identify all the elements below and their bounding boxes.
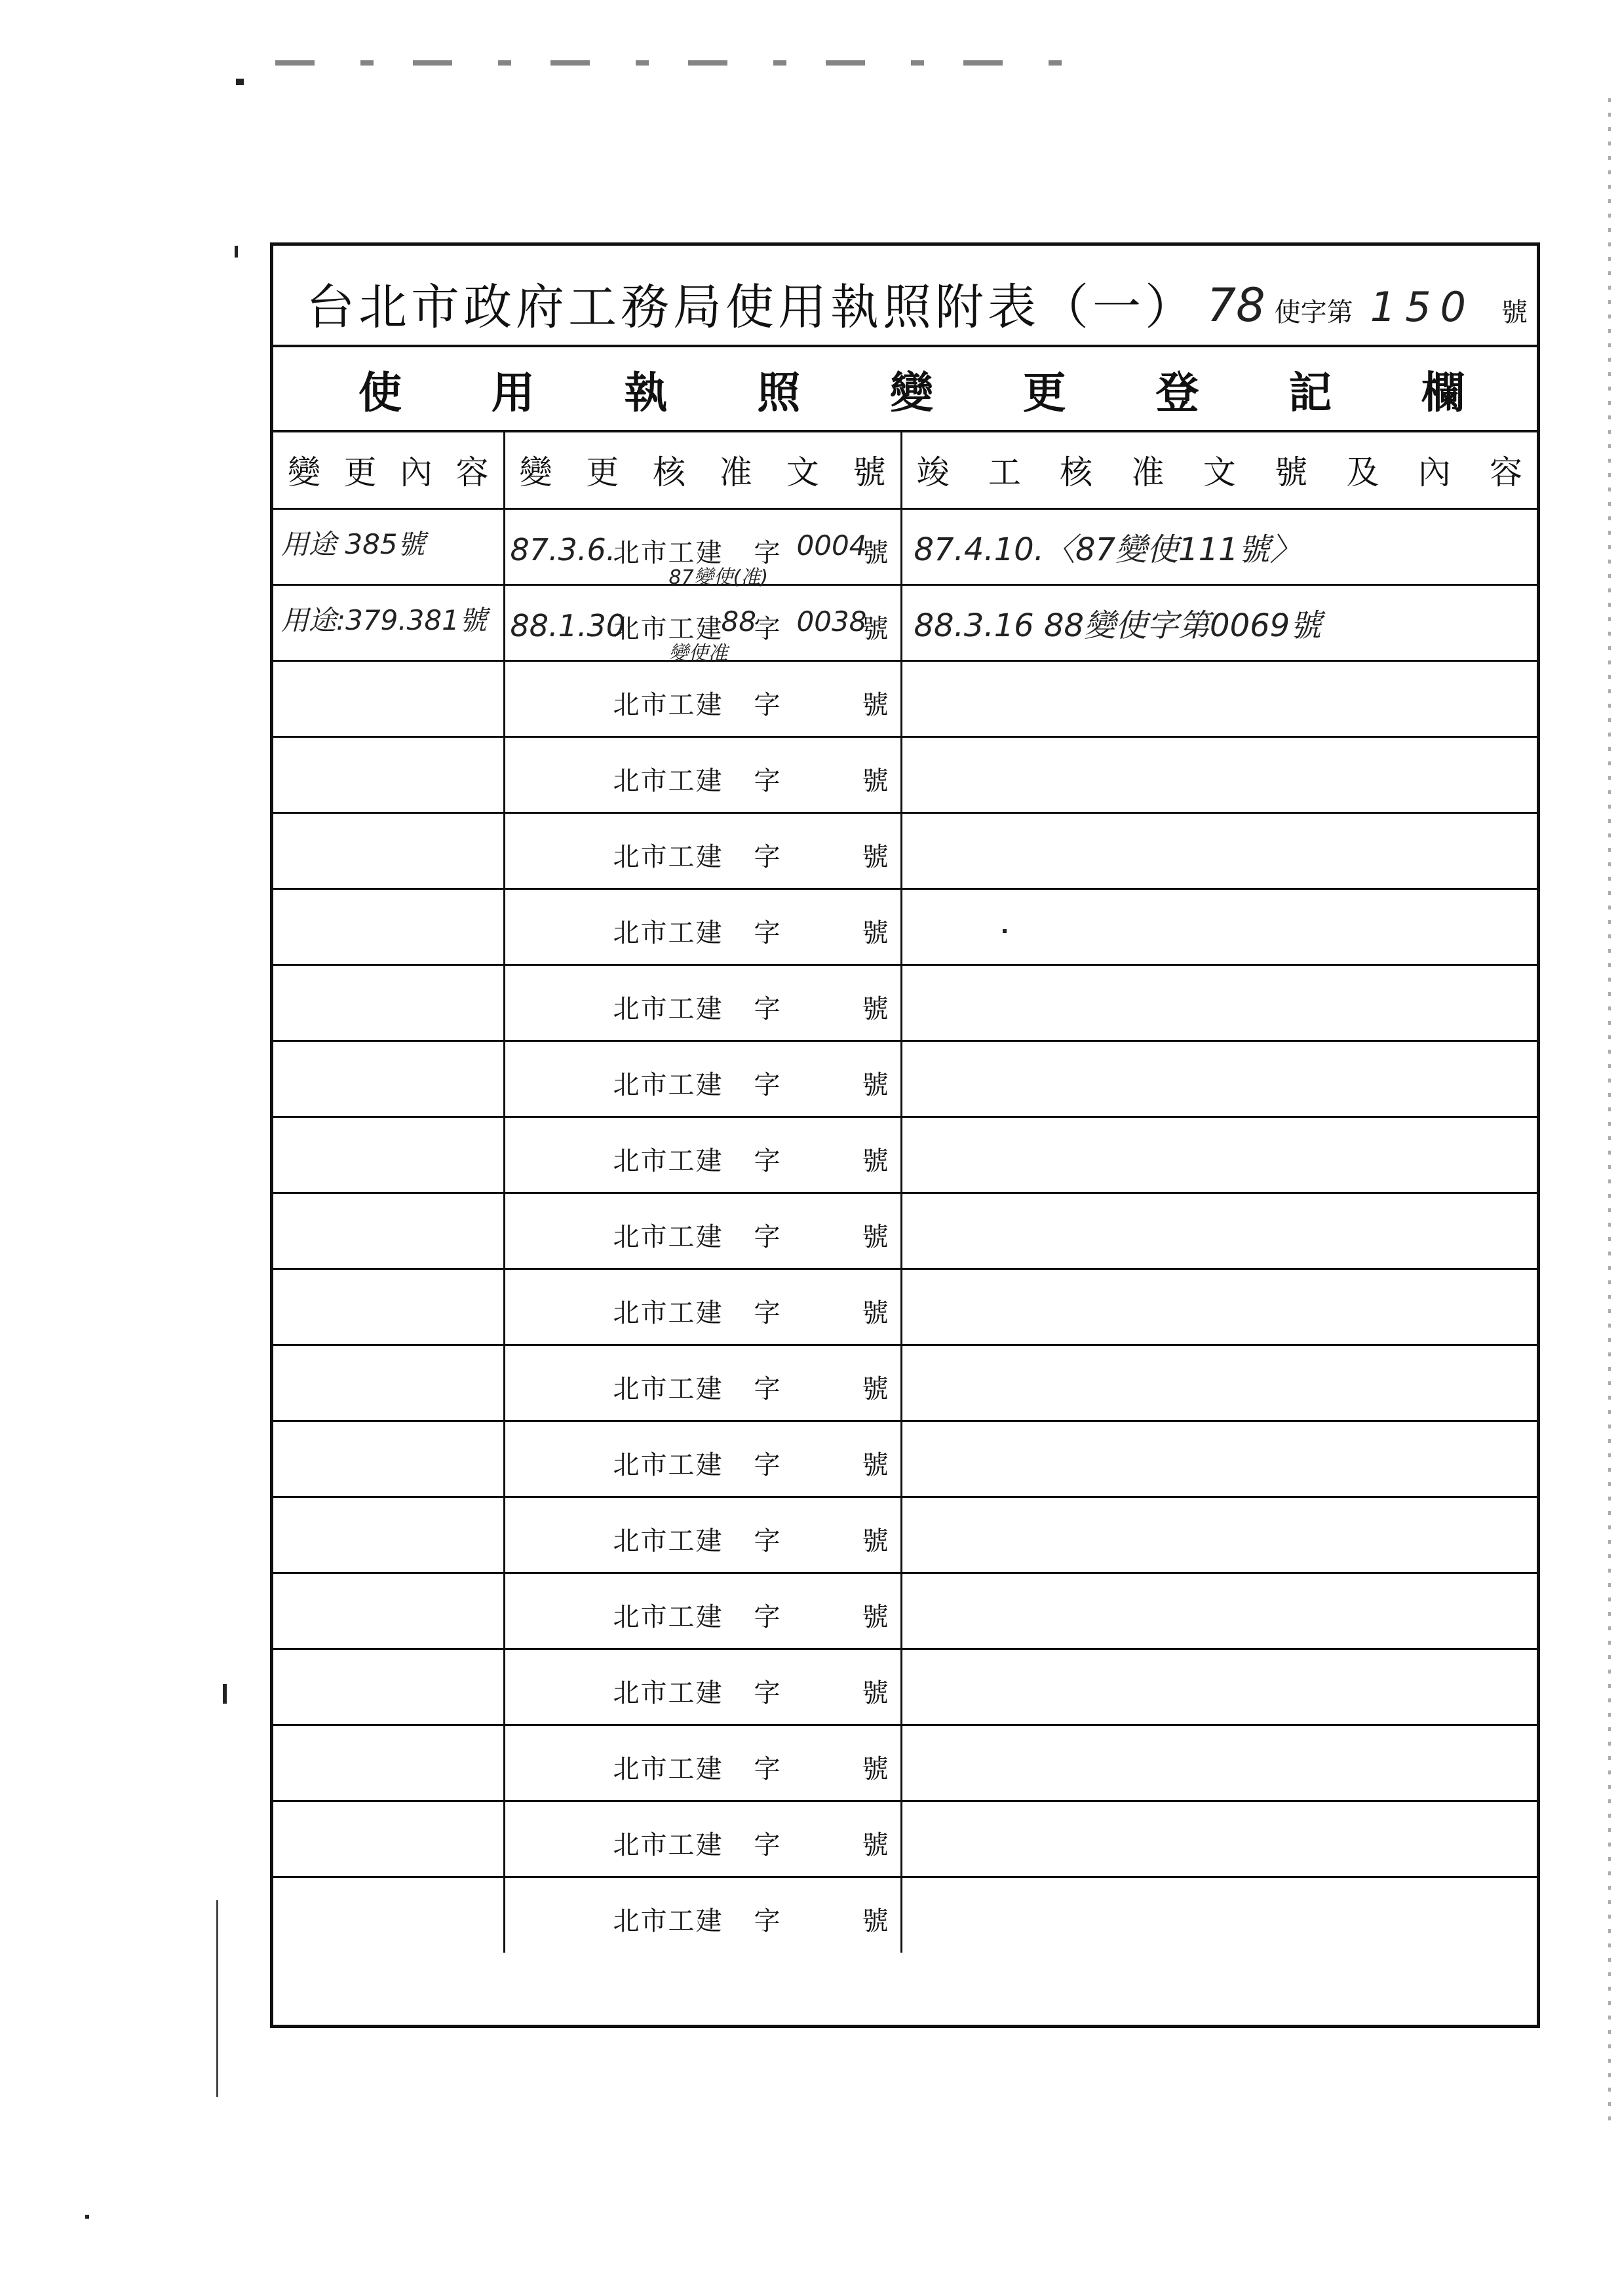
- scan-speck: [235, 246, 238, 258]
- header-row: [273, 432, 1537, 508]
- approval-number-cell: [504, 1497, 901, 1573]
- approval-number-cell: [504, 1421, 901, 1497]
- approval-date: 87.3.6.: [510, 531, 616, 567]
- approval-number-cell: [504, 1649, 901, 1725]
- approval-hao-label: 號: [862, 1677, 889, 1708]
- approval-zi-label: 字: [754, 1145, 781, 1176]
- section-heading-char: 照: [757, 366, 801, 418]
- approval-zi-label: 字: [754, 841, 781, 872]
- approval-date: 88.1.30: [510, 607, 626, 643]
- approval-zi-label: 字: [754, 1905, 781, 1936]
- completion-approval-cell: [901, 1497, 1537, 1573]
- scan-artifact-top: [275, 60, 1088, 66]
- approval-number-cell: [504, 1345, 901, 1421]
- completion-approval-cell: [901, 1725, 1537, 1801]
- section-heading-char: 執: [624, 366, 668, 418]
- approval-prefix: 北市工建: [613, 613, 723, 644]
- completion-approval-cell: [901, 508, 1537, 584]
- approval-hao-label: 號: [862, 917, 889, 948]
- header-char: 准: [1131, 453, 1165, 492]
- completion-approval-cell: [901, 1193, 1537, 1269]
- approval-zi-label: 字: [754, 1525, 781, 1556]
- approval-serial: 0004: [796, 529, 867, 562]
- header-char: 竣: [916, 453, 950, 492]
- header-char: 核: [1060, 453, 1093, 492]
- approval-prefix: 北市工建: [613, 993, 723, 1024]
- approval-hao-label: 號: [862, 1373, 889, 1404]
- header-char: 工: [988, 453, 1021, 492]
- header-approval-number: [504, 432, 901, 508]
- approval-prefix: 北市工建: [613, 1525, 723, 1556]
- completion-approval-cell: [901, 1421, 1537, 1497]
- change-content-cell: [273, 1269, 504, 1345]
- completion-approval-cell: [901, 1877, 1537, 1953]
- approval-hao-label: 號: [862, 613, 889, 644]
- approval-number-cell: [504, 1041, 901, 1117]
- approval-prefix: 北市工建: [613, 1297, 723, 1328]
- table-row: [273, 1041, 1537, 1117]
- table-row: [273, 660, 1537, 737]
- header-char: 核: [653, 453, 686, 492]
- approval-number-cell: [504, 737, 901, 813]
- completion-approval-cell: [901, 1573, 1537, 1649]
- approval-hao-label: 號: [862, 1297, 889, 1328]
- license-label: 使字第: [1274, 297, 1353, 328]
- approval-prefix: 北市工建: [613, 1753, 723, 1784]
- form-title: 台北市政府工務局使用執照附表（一）: [306, 279, 1197, 335]
- completion-approval-cell: [901, 889, 1537, 965]
- approval-zi-label: 字: [754, 1373, 781, 1404]
- change-content-cell: [273, 1725, 504, 1801]
- usage-license-attachment-form: [270, 242, 1540, 2028]
- header-change-content: [273, 432, 504, 508]
- scan-speck: [85, 2215, 89, 2219]
- completion-approval-cell: [901, 1801, 1537, 1877]
- approval-number-cell: [504, 1193, 901, 1269]
- approval-prefix: 北市工建: [613, 1373, 723, 1404]
- table-row: [273, 508, 1537, 584]
- approval-hao-label: 號: [862, 1601, 889, 1632]
- change-content-cell: [273, 660, 504, 737]
- section-heading-char: 用: [491, 366, 535, 418]
- approval-prefix: 北市工建: [613, 1829, 723, 1860]
- approval-hao-label: 號: [862, 1449, 889, 1480]
- header-char: 及: [1346, 453, 1379, 492]
- approval-zi-label: 字: [754, 917, 781, 948]
- table-row: [273, 584, 1537, 660]
- approval-prefix: 北市工建: [613, 689, 723, 720]
- approval-prefix: 北市工建: [613, 1601, 723, 1632]
- table-row: [273, 1573, 1537, 1649]
- license-year: 78: [1206, 278, 1265, 332]
- completion-approval-cell: [901, 584, 1537, 660]
- header-char: 文: [786, 453, 819, 492]
- change-content-cell: [273, 1117, 504, 1193]
- table-row: [273, 1877, 1537, 1953]
- header-char: 變: [288, 453, 320, 492]
- approval-zi-label: 字: [754, 1449, 781, 1480]
- approval-zi-label: 字: [754, 689, 781, 720]
- approval-prefix: 北市工建: [613, 1221, 723, 1252]
- table-row: [273, 737, 1537, 813]
- approval-prefix: 北市工建: [613, 765, 723, 796]
- section-heading-char: 登: [1155, 366, 1199, 418]
- completion-approval-cell: [901, 1345, 1537, 1421]
- approval-zi-label: 字: [754, 613, 781, 644]
- section-heading-char: 欄: [1421, 366, 1465, 418]
- change-content-cell: [273, 1573, 504, 1649]
- table-row: [273, 1801, 1537, 1877]
- table-row: [273, 1117, 1537, 1193]
- table-row: [273, 1421, 1537, 1497]
- table-row: [273, 1725, 1537, 1801]
- approval-prefix: 北市工建: [613, 1449, 723, 1480]
- scan-speck: [223, 1684, 227, 1704]
- completion-approval-cell: [901, 1041, 1537, 1117]
- approval-prefix: 北市工建: [613, 841, 723, 872]
- completion-approval-cell: [901, 965, 1537, 1041]
- section-heading: [273, 347, 1537, 432]
- header-char: 更: [586, 453, 619, 492]
- change-content-cell: [273, 1649, 504, 1725]
- approval-year-code: 88: [721, 605, 756, 638]
- completion-approval-value: 88.3.16 88變使字第0069號: [914, 607, 1322, 644]
- title-row: [273, 246, 1537, 347]
- approval-number-cell: [504, 1877, 901, 1953]
- approval-number-cell: [504, 813, 901, 889]
- approval-hao-label: 號: [862, 993, 889, 1024]
- completion-approval-cell: [901, 1117, 1537, 1193]
- license-suffix: 號: [1501, 297, 1528, 328]
- approval-number-cell: [504, 1269, 901, 1345]
- completion-approval-cell: [901, 1269, 1537, 1345]
- change-content-cell: [273, 508, 504, 584]
- approval-hao-label: 號: [862, 1525, 889, 1556]
- table-row: [273, 813, 1537, 889]
- approval-prefix: 北市工建: [613, 1145, 723, 1176]
- scan-artifact-line: [216, 1900, 218, 2097]
- change-content-cell: [273, 1193, 504, 1269]
- approval-note: 變使准: [668, 641, 728, 665]
- change-content-cell: [273, 1421, 504, 1497]
- change-content-cell: [273, 889, 504, 965]
- table-row: [273, 1269, 1537, 1345]
- change-content-cell: [273, 1801, 504, 1877]
- completion-approval-cell: [901, 1649, 1537, 1725]
- table-row: [273, 1497, 1537, 1573]
- header-char: 容: [1490, 453, 1522, 492]
- approval-prefix: 北市工建: [613, 1069, 723, 1100]
- section-heading-char: 記: [1288, 366, 1332, 418]
- approval-prefix: 北市工建: [613, 917, 723, 948]
- header-char: 准: [719, 453, 752, 492]
- section-heading-char: 使: [358, 366, 402, 418]
- scan-artifact-edge: [1608, 98, 1611, 2130]
- header-char: 更: [343, 453, 377, 492]
- approval-zi-label: 字: [754, 537, 781, 568]
- approval-hao-label: 號: [862, 1069, 889, 1100]
- header-char: 容: [455, 453, 489, 492]
- approval-zi-label: 字: [754, 1753, 781, 1784]
- approval-number-cell: [504, 1801, 901, 1877]
- table-row: [273, 965, 1537, 1041]
- license-number: 150: [1370, 283, 1475, 331]
- change-content-cell: [273, 1497, 504, 1573]
- section-heading-char: 更: [1022, 366, 1066, 418]
- approval-note: 87變使(准): [668, 565, 769, 589]
- header-char: 變: [519, 453, 552, 492]
- section-heading-char: 變: [890, 366, 933, 418]
- change-content-value: 用途:379.381號: [281, 603, 487, 636]
- approval-number-cell: [504, 660, 901, 737]
- approval-number-cell: [504, 584, 901, 665]
- approval-hao-label: 號: [862, 1829, 889, 1860]
- approval-number-cell: [504, 965, 901, 1041]
- table-row: [273, 889, 1537, 965]
- approval-zi-label: 字: [754, 1601, 781, 1632]
- scan-speck: [236, 79, 244, 85]
- approval-zi-label: 字: [754, 1069, 781, 1100]
- completion-approval-cell: [901, 660, 1537, 737]
- approval-zi-label: 字: [754, 993, 781, 1024]
- approval-serial: 0038: [796, 605, 867, 638]
- approval-zi-label: 字: [754, 1221, 781, 1252]
- change-content-cell: [273, 1877, 504, 1953]
- approval-hao-label: 號: [862, 841, 889, 872]
- approval-number-cell: [504, 1573, 901, 1649]
- header-char: 內: [400, 453, 433, 492]
- approval-hao-label: 號: [862, 1905, 889, 1936]
- table-row: [273, 1345, 1537, 1421]
- header-char: 文: [1203, 453, 1236, 492]
- table-row: [273, 1193, 1537, 1269]
- completion-approval-cell: [901, 737, 1537, 813]
- change-content-value: 用途 385號: [281, 527, 425, 560]
- approval-number-cell: [504, 1117, 901, 1193]
- change-content-cell: [273, 584, 504, 660]
- header-char: 號: [853, 453, 886, 492]
- approval-prefix: 北市工建: [613, 1677, 723, 1708]
- change-content-cell: [273, 813, 504, 889]
- approval-zi-label: 字: [754, 1829, 781, 1860]
- approval-hao-label: 號: [862, 689, 889, 720]
- approval-hao-label: 號: [862, 1145, 889, 1176]
- approval-hao-label: 號: [862, 1221, 889, 1252]
- change-register-table: [273, 432, 1537, 1953]
- approval-number-cell: [504, 508, 901, 589]
- approval-zi-label: 字: [754, 1297, 781, 1328]
- approval-zi-label: 字: [754, 1677, 781, 1708]
- header-completion-approval: [901, 432, 1537, 508]
- completion-approval-cell: [901, 813, 1537, 889]
- header-char: 號: [1275, 453, 1308, 492]
- header-char: 內: [1418, 453, 1451, 492]
- completion-approval-value: 87.4.10.〈87變使111號〉: [914, 531, 1302, 568]
- change-content-cell: [273, 1041, 504, 1117]
- license-number-field: [1207, 278, 1528, 332]
- change-content-cell: [273, 965, 504, 1041]
- approval-hao-label: 號: [862, 537, 889, 568]
- approval-hao-label: 號: [862, 1753, 889, 1784]
- change-content-cell: [273, 1345, 504, 1421]
- change-content-cell: [273, 737, 504, 813]
- approval-number-cell: [504, 889, 901, 965]
- approval-number-cell: [504, 1725, 901, 1801]
- approval-prefix: 北市工建: [613, 537, 723, 568]
- approval-zi-label: 字: [754, 765, 781, 796]
- table-row: [273, 1649, 1537, 1725]
- approval-hao-label: 號: [862, 765, 889, 796]
- approval-prefix: 北市工建: [613, 1905, 723, 1936]
